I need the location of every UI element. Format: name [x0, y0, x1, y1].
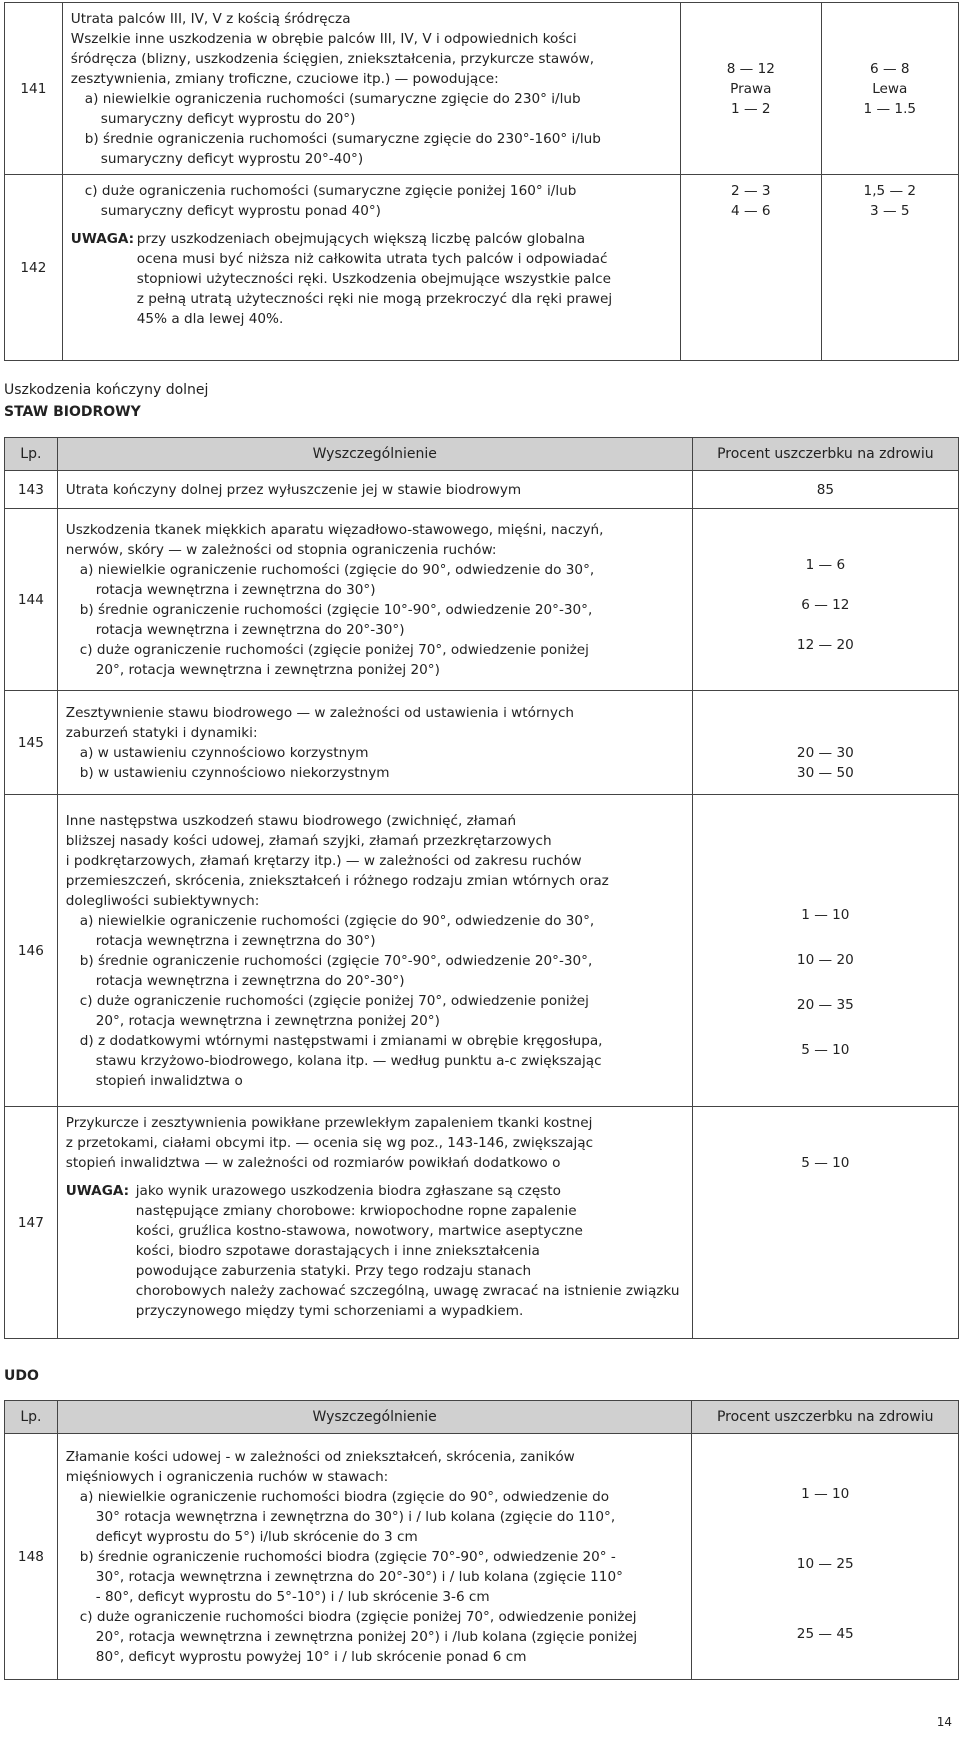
row-values [692, 691, 958, 795]
row-description [57, 795, 692, 1107]
table-row [5, 3, 959, 175]
text-line: stopień inwalidztwa — w zależności od rozmiarów powikłań dodatkowo o [65, 1155, 561, 1171]
row-description [62, 175, 680, 361]
value: 30 — 50 [796, 764, 854, 781]
text-line: b) średnie ograniczenie ruchomości biodra (zgięcie 70°-90°, odwiedzenie 20° - [79, 1548, 616, 1565]
value: 6 — 8 [870, 60, 910, 77]
header-percent: Procent uszczerbku na zdrowiu [692, 438, 958, 471]
table-row [5, 1434, 959, 1680]
text-line: powodujące zaburzenia statyki. Przy tego rodzaju stanach [135, 1263, 532, 1279]
table-row [5, 471, 959, 509]
text-line: a) niewielkie ograniczenie ruchomości biodra (zgięcie do 90°, odwiedzenie do [79, 1488, 610, 1505]
row-number: 147 [5, 1107, 58, 1339]
text-line: rotacja wewnętrzna i zewnętrzna do 30°) [95, 581, 376, 598]
text-line: Wszelkie inne uszkodzenia w obrębie palców III, IV, V i odpowiednich kości [70, 30, 577, 47]
section-title: UDO [4, 1368, 39, 1384]
row-number: 146 [5, 795, 58, 1107]
value: 2 — 3 [731, 183, 771, 199]
text-line: c) duże ograniczenie ruchomości (zgięcie poniżej 70°, odwiedzenie poniżej [79, 641, 589, 658]
row-description [57, 509, 692, 691]
text-line: b) średnie ograniczenie ruchomości (zgięcie 10°-90°, odwiedzenie 20°-30°, [79, 601, 593, 618]
row-values [692, 1434, 959, 1680]
row-description: Utrata kończyny dolnej przez wyłuszczenie jej w stawie biodrowym [57, 471, 692, 509]
text-line: przemieszczeń, skrócenia, zniekształceń i różnego rodzaju zmian wtórnych oraz [65, 872, 609, 889]
text-line: 80°, deficyt wyprostu powyżej 10° i / lub skrócenie ponad 6 cm [95, 1648, 527, 1665]
header-percent: Procent uszczerbku na zdrowiu [692, 1401, 959, 1434]
text-line: 20°, rotacja wewnętrzna i zewnętrzna poniżej 20°) [95, 1012, 440, 1029]
value: 12 — 20 [796, 636, 854, 653]
text-line: jako wynik urazowego uszkodzenia biodra zgłaszane są często [135, 1183, 561, 1199]
row-values [692, 509, 958, 691]
text-line: d) z dodatkowymi wtórnymi następstwami i zmianami w obrębie kręgosłupa, [79, 1032, 603, 1049]
text-line: Zesztywnienie stawu biodrowego — w zależności od ustawienia i wtórnych [65, 704, 575, 721]
text-line: nerwów, skóry — w zależności od stopnia ograniczenia ruchów: [65, 541, 497, 558]
text-line: Złamanie kości udowej - w zależności od zniekształceń, skrócenia, zaników [65, 1448, 575, 1465]
text-line: stopień inwalidztwa o [95, 1072, 243, 1089]
note [66, 1181, 684, 1321]
text-line: sumaryczny deficyt wyprostu do 20°) [100, 110, 356, 127]
text-line: dolegliwości subiektywnych: [65, 892, 260, 909]
udo-table [4, 1400, 959, 1680]
text-line: mięśniowych i ograniczenia ruchów w stawach: [65, 1468, 389, 1485]
value: 20 — 30 [796, 744, 854, 761]
value: 1 — 10 [801, 907, 850, 923]
right-hand-values [680, 3, 821, 175]
text-line: b) średnie ograniczenia ruchomości (sumaryczne zgięcie do 230°-160° i/lub [84, 130, 601, 147]
section-subtitle: STAW BIODROWY [4, 404, 141, 420]
text-line: a) niewielkie ograniczenia ruchomości (sumaryczne zgięcie do 230° i/lub [84, 90, 581, 107]
row-value: 85 [692, 471, 958, 509]
table-row [5, 795, 959, 1107]
hip-table [4, 437, 959, 1339]
text-line: Przykurcze i zesztywnienia powikłane przewlekłym zapaleniem tkanki kostnej [65, 1115, 593, 1131]
text-line: rotacja wewnętrzna i zewnętrzna do 30°) [95, 932, 376, 949]
text-line: 45% a dla lewej 40%. [136, 311, 284, 327]
text-line: Utrata palców III, IV, V z kością śródręcza [70, 10, 351, 27]
text-line: z przetokami, ciałami obcymi itp. — ocenia się wg poz., 143-146, zwiększając [65, 1135, 594, 1151]
table-header [5, 1401, 959, 1434]
table-header [5, 438, 959, 471]
text-line: następujące zmiany chorobowe: krwiopochodne ropne zapalenie [135, 1203, 577, 1219]
value: 6 — 12 [801, 596, 850, 613]
text-line: śródręcza (blizny, uszkodzenia ścięgien, zniekształcenia, przykurcze stawów, [70, 50, 595, 67]
note [71, 229, 672, 329]
text-line: Uszkodzenia tkanek miękkich aparatu więzadłowo-stawowego, mięśni, naczyń, [65, 521, 604, 538]
row-number: 144 [5, 509, 58, 691]
text-line: a) niewielkie ograniczenie ruchomości (zgięcie do 90°, odwiedzenie do 30°, [79, 561, 595, 578]
header-lp: Lp. [5, 438, 58, 471]
note-body [137, 229, 612, 329]
text-line: i podkrętarzowych, złamań krętarzy itp.) — w zależności od zakresu ruchów [65, 852, 582, 869]
row-number: 145 [5, 691, 58, 795]
text-line: 30° rotacja wewnętrzna i zewnętrzna do 30°) i / lub kolana (zgięcie do 110°, [95, 1508, 616, 1525]
value: 10 — 25 [796, 1556, 854, 1572]
table-row [5, 175, 959, 361]
row-value: 5 — 10 [692, 1107, 958, 1339]
value: 3 — 5 [870, 203, 910, 219]
value: 5 — 10 [801, 1042, 850, 1058]
right-hand-values [680, 175, 821, 361]
text-line: a) niewielkie ograniczenie ruchomości (zgięcie do 90°, odwiedzenie do 30°, [79, 912, 595, 929]
value: 1 — 6 [805, 556, 846, 573]
value: 4 — 6 [731, 203, 771, 219]
top-table [4, 2, 959, 361]
section-title: Uszkodzenia kończyny dolnej [4, 382, 209, 398]
row-description [57, 1434, 692, 1680]
text-line: z pełną utratą użyteczności ręki nie mogą przekroczyć dla ręki prawej [136, 291, 613, 307]
text-line: b) średnie ograniczenie ruchomości (zgięcie 70°-90°, odwiedzenie 20°-30°, [79, 952, 593, 969]
note-label: UWAGA: [70, 231, 135, 247]
row-description [62, 3, 680, 175]
note-body [136, 1181, 680, 1321]
text-line: c) duże ograniczenie ruchomości (zgięcie poniżej 70°, odwiedzenie poniżej [79, 992, 589, 1009]
row-number: 141 [5, 3, 63, 175]
header-description: Wyszczególnienie [57, 1401, 692, 1434]
row-description [57, 691, 692, 795]
note-label: UWAGA: [65, 1183, 130, 1199]
value: 1 — 1.5 [863, 100, 917, 117]
value: 25 — 45 [796, 1626, 854, 1642]
text-line: chorobowych należy zachować szczególną, uwagę zwracać na istnienie związku [135, 1283, 680, 1299]
text-line: zaburzeń statyki i dynamiki: [65, 724, 258, 741]
text-line: kości, biodro szpotawe dorastających i inne zniekształcenia [135, 1243, 540, 1259]
value: 1 — 10 [801, 1486, 850, 1502]
row-values [692, 795, 958, 1107]
text-line: 20°, rotacja wewnętrzna i zewnętrzna poniżej 20°) [95, 661, 440, 678]
text-line: sumaryczny deficyt wyprostu 20°-40°) [100, 150, 364, 167]
text-line: 20°, rotacja wewnętrzna i zewnętrzna poniżej 20°) i /lub kolana (zgięcie poniżej [95, 1628, 638, 1645]
value: 1,5 — 2 [863, 183, 917, 199]
value: 1 — 2 [731, 100, 771, 117]
text-line: przy uszkodzeniach obejmujących większą liczbę palców globalna [136, 231, 586, 247]
text-line: bliższej nasady kości udowej, złamań szyjki, złamań przezkrętarzowych [65, 832, 552, 849]
text-line: stopniowi użyteczności ręki. Uszkodzenia obejmujące wszystkie palce [136, 271, 611, 287]
value: 8 — 12 [726, 60, 775, 77]
page-number: 14 [936, 1715, 952, 1729]
text-line: rotacja wewnętrzna i zewnętrzna do 20°-30°) [95, 972, 405, 989]
text-line: deficyt wyprostu do 5°) i/lub skrócenie do 3 cm [95, 1528, 418, 1545]
row-number: 143 [5, 471, 58, 509]
text-line: a) w ustawieniu czynnościowo korzystnym [79, 744, 369, 761]
text-line: c) duże ograniczenia ruchomości (sumaryczne zgięcie poniżej 160° i/lub [84, 183, 577, 199]
text-line: c) duże ograniczenie ruchomości biodra (zgięcie poniżej 70°, odwiedzenie poniżej [79, 1608, 637, 1625]
text-line: przyczynowego między tymi schorzeniami a wypadkiem. [135, 1303, 524, 1319]
table-row [5, 509, 959, 691]
value: 20 — 35 [796, 997, 854, 1013]
left-hand-values [821, 3, 958, 175]
text-line: ocena musi być niższa niż całkowita utrata tych palców i odpowiadać [136, 251, 608, 267]
value: 10 — 20 [796, 952, 854, 968]
text-line: sumaryczny deficyt wyprostu ponad 40°) [100, 203, 381, 219]
left-hand-values [821, 175, 958, 361]
text-line: b) w ustawieniu czynnościowo niekorzystnym [79, 764, 390, 781]
value: Prawa [730, 80, 772, 97]
text-line: Inne następstwa uszkodzeń stawu biodrowego (zwichnięć, złamań [65, 812, 517, 829]
row-number: 142 [5, 175, 63, 361]
row-number: 148 [5, 1434, 58, 1680]
text-line: stawu krzyżowo-biodrowego, kolana itp. — według punktu a-c zwiększając [95, 1052, 602, 1069]
header-description: Wyszczególnienie [57, 438, 692, 471]
value: Lewa [872, 80, 908, 97]
text-line: zesztywnienia, zmiany troficzne, czuciowe itp.) — powodujące: [70, 70, 499, 87]
table-row [5, 1107, 959, 1339]
text-line: - 80°, deficyt wyprostu do 5°-10°) i / lub skrócenie 3-6 cm [95, 1588, 490, 1605]
text-line: kości, gruźlica kostno-stawowa, nowotwory, martwice aseptyczne [135, 1223, 583, 1239]
row-description [57, 1107, 692, 1339]
text-line: 30°, rotacja wewnętrzna i zewnętrzna do 20°-30°) i / lub kolana (zgięcie 110° [95, 1568, 623, 1585]
text-line: rotacja wewnętrzna i zewnętrzna do 20°-30°) [95, 621, 405, 638]
table-row [5, 691, 959, 795]
header-lp: Lp. [5, 1401, 58, 1434]
